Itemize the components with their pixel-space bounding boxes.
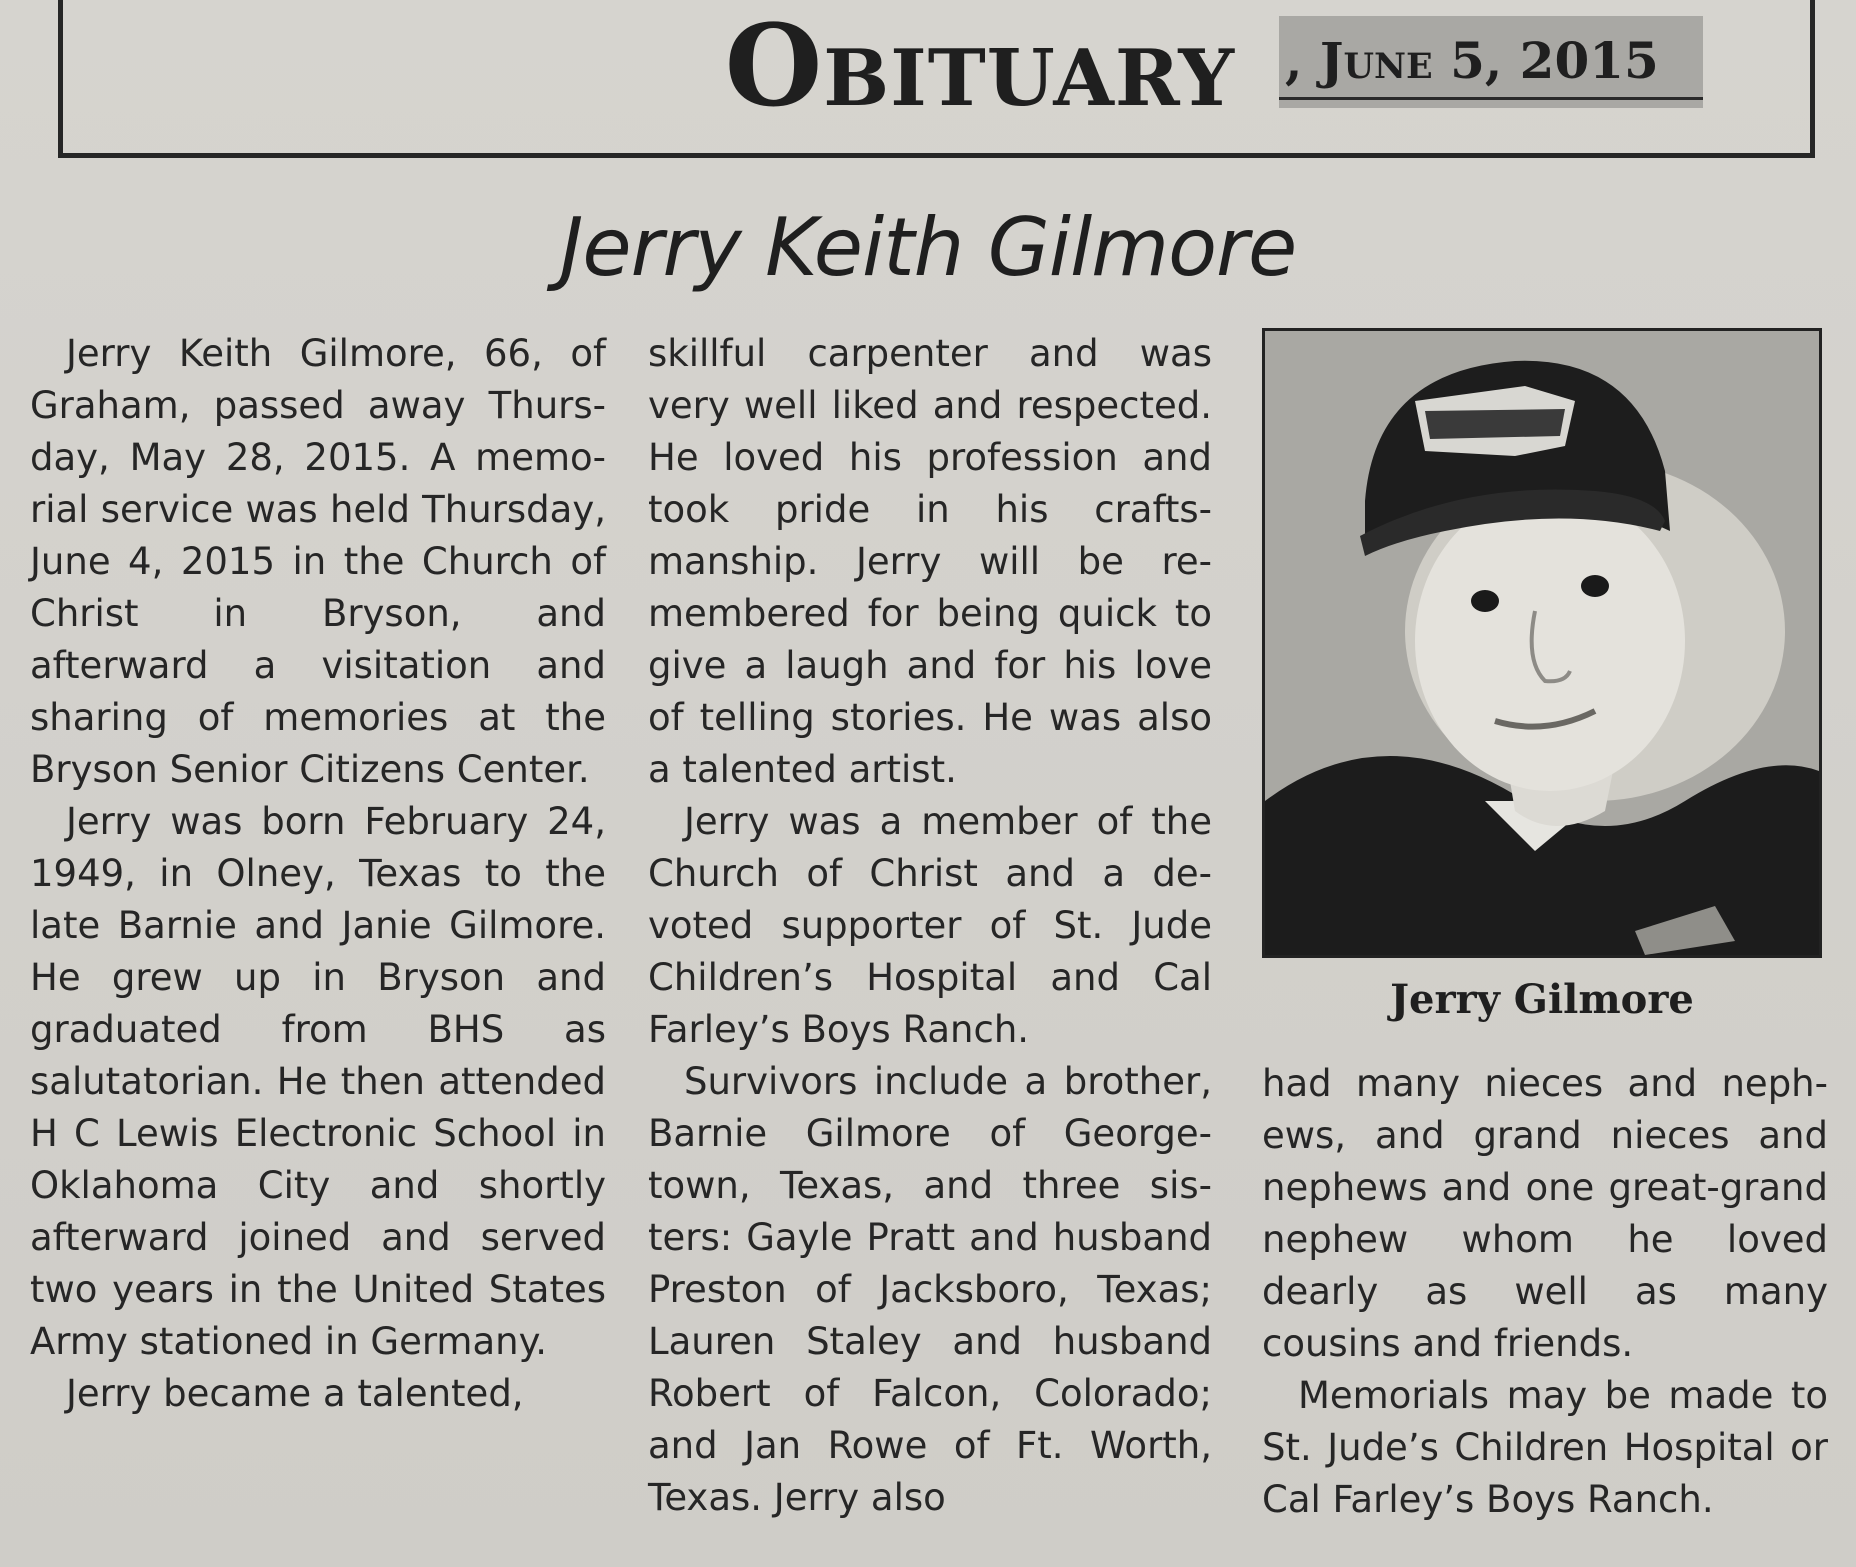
masthead-box (58, 0, 1815, 158)
paragraph: Jerry was a member of the Church of Christ and a devoted supporter of St. Jude Children’s Hospital and Cal Farley’s Boys Ranch. (648, 800, 1212, 1051)
paragraph: Jerry became a talented, (66, 1372, 524, 1415)
issue-date-text: , June 5, 2015 (1285, 31, 1659, 90)
paragraph: Survivors include a brother, Barnie Gilmore of Georgetown, Texas, and three sisters: Gayle Pratt and husband Preston of Jacksboro, Texas; Lauren Staley and husband Robert of Falcon, Colorado; and Jan Rowe of Ft. Worth, Texas. Jerry also (648, 1060, 1212, 1519)
text-column-1 (30, 328, 606, 1420)
date-underline (1279, 97, 1703, 100)
portrait-illustration (1265, 331, 1819, 955)
paragraph: had many nieces and nephews, and grand nieces and nephews and one great-grand nephew whom he loved dearly as well as many cousins and friends. (1262, 1062, 1828, 1365)
issue-date (1279, 16, 1703, 108)
text-column-3 (1262, 1058, 1828, 1526)
text-column-2 (648, 328, 1212, 1524)
photo-caption: Jerry Gilmore (1390, 976, 1694, 1023)
paragraph: Jerry was born February 24, 1949, in Olney, Texas to the late Barnie and Janie Gilmore. He grew up in Bryson and graduated from BHS as salutatorian. He then attended H C Lewis Electronic School in Oklahoma City and shortly afterward joined and served two years in the United States Army stationed in Germany. (30, 800, 606, 1363)
portrait-photo (1262, 328, 1822, 958)
section-title: Obituary (724, 1, 1235, 132)
obituary-headline: Jerry Keith Gilmore (559, 201, 1297, 294)
paragraph: skillful carpenter and was very well liked and respected. He loved his profession and took pride in his craftsmanship. Jerry will be remembered for being quick to give a laugh and for his love of telling stories. He was also a talented artist. (648, 332, 1212, 791)
paragraph: Memorials may be made to St. Jude’s Children Hospital or Cal Farley’s Boys Ranch. (1262, 1374, 1828, 1521)
paragraph: Jerry Keith Gilmore, 66, of Graham, passed away Thursday, May 28, 2015. A memorial service was held Thursday, June 4, 2015 in the Church of Christ in Bryson, and afterward a visitation and sharing of memories at the Bryson Senior Citizens Center. (30, 332, 606, 791)
